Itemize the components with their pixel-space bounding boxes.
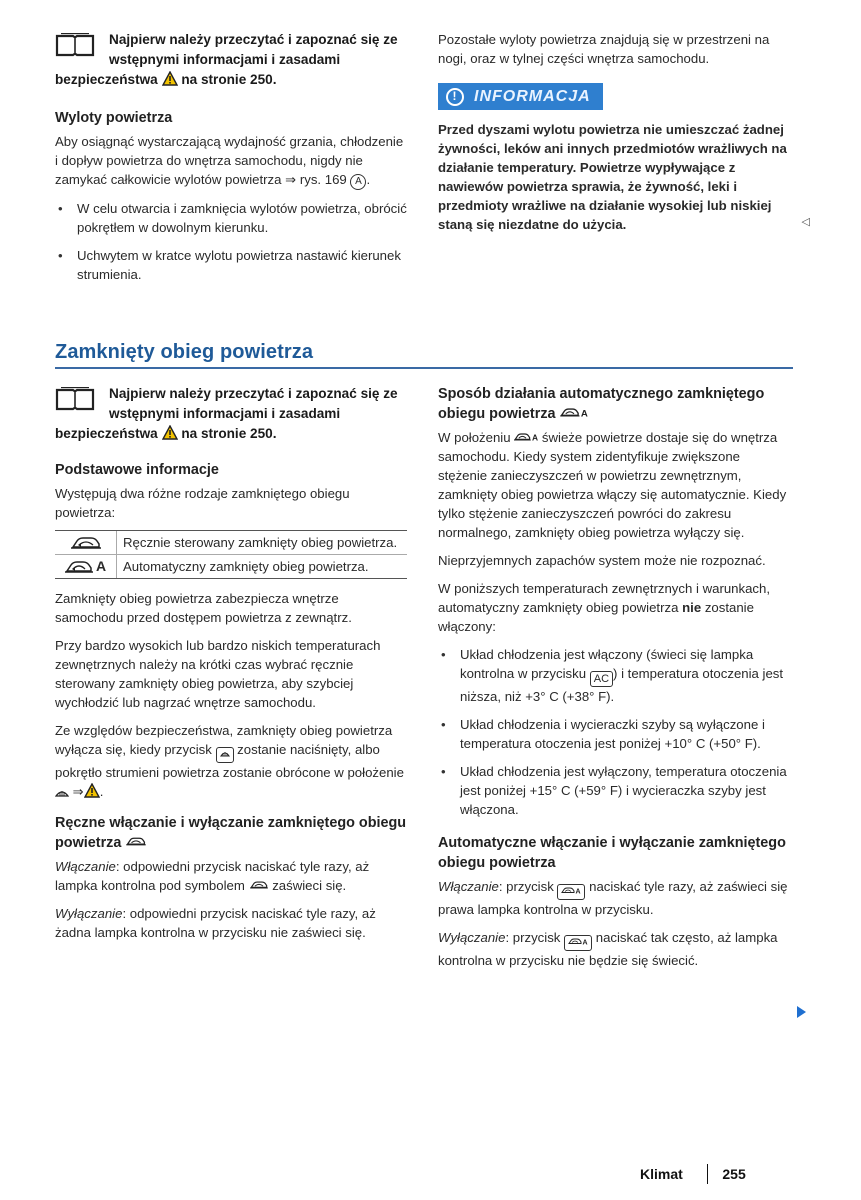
auto-off-text-a: : przycisk: [505, 930, 561, 945]
bullet-condition-1: [438, 645, 790, 706]
bottom-left-column: [55, 384, 407, 951]
intro-notice: [55, 30, 407, 90]
top-right-column: [438, 30, 810, 243]
bottom-right-column: [438, 384, 790, 979]
svg-text:A: A: [580, 408, 588, 418]
intro-page-ref: na stronie 250.: [181, 72, 277, 87]
figure-reference[interactable]: ⇒ rys. 169: [285, 172, 347, 187]
bullet-outlet-direction: • Uchwytem w kratce wylotu powietrza nastawić kierunek strumienia.: [55, 246, 407, 284]
figure-marker-a: A: [350, 174, 366, 190]
bullet-outlet-open-close: • W celu otwarcia i zamknięcia wylotów powietrza, obrócić pokrętłem w dowolnym kierunku.: [55, 199, 407, 237]
info-label: INFORMACJA: [474, 88, 591, 105]
recirculation-manual-icon: [69, 535, 103, 551]
defrost-button-icon: [216, 747, 234, 763]
auto-switch-off: [438, 928, 790, 970]
para3-arrow: ⇒: [72, 784, 84, 799]
recirc-auto-desc: Automatyczny zamknięty obieg powietrza.: [123, 559, 369, 574]
intro-page-ref: na stronie 250.: [181, 426, 277, 441]
warning-triangle-icon: [162, 71, 178, 86]
svg-text:A: A: [532, 432, 539, 442]
auto-on-text-b: naciskać tyle razy, aż zaświeci się prawa lampka kontrolna w przycisku.: [438, 879, 788, 917]
table-row: [55, 554, 407, 578]
manual-off-paragraph: [55, 904, 407, 942]
section-divider: [55, 367, 793, 369]
basic-info-para-3: Ze względów bezpieczeństwa, zamknięty obieg powietrza wyłącza się, kiedy przycisk zostanie naciśnięty, albo pokrętło strumieni powietrza zostanie obrócone w położenie ⇒ .: [55, 723, 404, 799]
recirculation-auto-icon: [514, 432, 538, 442]
continue-next-page-icon: [797, 1006, 806, 1018]
auto-on-label: Włączanie: [438, 879, 499, 894]
auto-switch-on: [438, 877, 790, 919]
page-footer: [640, 1164, 746, 1184]
heading-auto-recirc: [438, 384, 790, 424]
auto-off-text-b: naciskać tak często, aż lampka kontrolna w przycisku nie będzie się świecić.: [438, 930, 778, 968]
recirculation-auto-icon: [65, 559, 95, 575]
manual-heading-text: Ręczne włączanie i wyłączanie zamkniętego obiegu powietrza: [55, 815, 407, 851]
manual-on-label: Włączanie: [55, 859, 116, 874]
basic-info-para-2: Przy bardzo wysokich lub bardzo niskich temperaturach zewnętrznych należy na krótki czas wybrać ręcznie sterowany zamknięty obieg powietrza, aby szybciej wychłodzić lub nagrzać wnętrze samochodu.: [55, 638, 381, 710]
info-box: [438, 120, 810, 234]
manual-on-text-b: zaświeci się.: [272, 878, 347, 893]
manual-off-text: : odpowiedni przycisk naciskać tyle razy, aż żadna lampka kontrolna w przycisku nie zaświeci się.: [55, 906, 376, 940]
air-outlets-paragraph: Aby osiągnąć wystarczającą wydajność grzania, chłodzenie i dopływ powietrza do wnętrza samochodu, nigdy nie zamykać całkowicie wylotów powietrza ⇒ rys. 169 A .: [55, 132, 407, 190]
recirculation-symbol-table: [55, 530, 407, 579]
auto-para3-text-b: zostanie włączony:: [438, 600, 754, 634]
auto-para-1: [438, 428, 790, 542]
auto-para3-bold: nie: [682, 600, 702, 615]
bullet-condition-3: • Układ chłodzenia jest wyłączony, temperatura otoczenia jest poniżej +15° C (+59° F) i wycieraczka szyby jest włączona.: [438, 762, 790, 819]
windshield-defrost-icon: [55, 788, 69, 798]
warning-triangle-icon: [162, 425, 178, 440]
recirc-auto-button-icon: [557, 884, 585, 900]
auto-on-text-a: : przycisk: [498, 879, 554, 894]
svg-text:A: A: [575, 888, 582, 895]
auto-letter: A: [95, 558, 107, 574]
page-number: 255: [722, 1165, 746, 1182]
section-title: Zamknięty obieg powietrza: [55, 341, 314, 363]
intro-notice-2: [55, 384, 407, 444]
top-left-column: [55, 30, 407, 293]
info-circle-icon: !: [446, 88, 464, 106]
air-outlets-text: Aby osiągnąć wystarczającą wydajność grzania, chłodzenie i dopływ powietrza do wnętrza samochodu, nigdy nie zamykać całkowicie wylotów powietrza: [55, 134, 404, 187]
info-badge: [438, 83, 603, 110]
recirc-auto-button-icon: [564, 935, 592, 951]
bullet1-text-a: Układ chłodzenia jest włączony (świeci się lampka kontrolna w przycisku: [460, 647, 754, 681]
heading-air-outlets: Wyloty powietrza: [55, 110, 173, 126]
footer-chapter: Klimat: [640, 1165, 683, 1182]
basic-info-para-1: Zamknięty obieg powietrza zabezpiecza wnętrze samochodu przed dostępem powietrza z zewnątrz.: [55, 591, 352, 625]
recirculation-auto-icon: [560, 407, 588, 418]
book-icon: [55, 387, 95, 411]
auto-para-2: Nieprzyjemnych zapachów system może nie rozpoznać.: [438, 553, 766, 568]
para3-text-b: zostanie naciśnięty, albo pokrętło strumieni powietrza zostanie obrócone w położenie: [55, 742, 404, 780]
footer-separator: [707, 1164, 709, 1184]
auto-para-3: [438, 579, 790, 636]
other-outlets-paragraph: Pozostałe wyloty powietrza znajdują się w przestrzeni na nogi, oraz w tylnej części wnętrza samochodu.: [438, 32, 770, 66]
recirc-manual-desc: Ręcznie sterowany zamknięty obieg powietrza.: [123, 535, 398, 550]
ac-button-icon: AC: [590, 671, 613, 687]
basic-info-intro: Występują dwa różne rodzaje zamkniętego obiegu powietrza:: [55, 486, 350, 520]
heading-auto-switch: Automatyczne włączanie i wyłączanie zamkniętego obiegu powietrza: [438, 835, 786, 871]
end-of-section-icon: ◁: [801, 216, 810, 228]
warning-triangle-icon: [84, 783, 100, 798]
heading-basic-info: Podstawowe informacje: [55, 462, 219, 478]
recirculation-manual-icon: [249, 880, 269, 890]
intro-text: Najpierw należy przeczytać i zapoznać się ze wstępnymi informacjami i zasadami bezpieczeństwa: [55, 32, 398, 87]
auto-off-label: Wyłączanie: [438, 930, 506, 945]
heading-manual-recirc: [55, 813, 407, 853]
book-icon: [55, 33, 95, 57]
svg-text:A: A: [582, 939, 588, 946]
manual-on-paragraph: [55, 857, 407, 895]
bullet-condition-2: • Układ chłodzenia i wycieraczki szyby są wyłączone i temperatura otoczenia jest poniżej +10° C (+50° F).: [438, 715, 790, 753]
para3-text-a: Ze względów bezpieczeństwa, zamknięty obieg powietrza wyłącza się, kiedy przycisk: [55, 723, 393, 757]
auto-para1-text-b: świeże powietrze dostaje się do wnętrza samochodu. Kiedy system zidentyfikuje zwiększone stężenie zanieczyszczeń w powietrzu zewnętrznym, zamknięty obieg powietrza włączy się automatycznie. Kiedy tylko stężenie zanieczyszczeń powróci do zakresu normalnego, zamknięty obieg powietrza wyłączy się.: [438, 430, 787, 540]
auto-heading-text: Sposób działania automatycznego zamkniętego obiegu powietrza: [438, 386, 765, 422]
recirc-auto-symbol-cell: [55, 555, 117, 578]
manual-off-label: Wyłączanie: [55, 906, 123, 921]
manual-on-text-a: : odpowiedni przycisk naciskać tyle razy, aż lampka kontrolna pod symbolem: [55, 859, 370, 893]
recirc-manual-symbol-cell: [55, 531, 117, 554]
info-text: Przed dyszami wylotu powietrza nie umieszczać żadnej żywności, leków ani innych przedmiotów wrażliwych na działanie temperatury. Powietrze wypływające z nawiewów powietrza sprawia, że żywność, leki i przedmioty wrażliwe na działanie wysokiej lub niskiej staną się niezdatne do użycia.: [438, 122, 787, 232]
bullet1-text-b: ) i temperatura otoczenia jest niższa, niż +3° C (+38° F).: [460, 666, 784, 704]
recirculation-manual-icon: [125, 836, 147, 847]
table-row: [55, 531, 407, 554]
intro-text: Najpierw należy przeczytać i zapoznać się ze wstępnymi informacjami i zasadami bezpieczeństwa: [55, 386, 398, 441]
auto-para1-text-a: W położeniu: [438, 430, 511, 445]
auto-para3-text-a: W poniższych temperaturach zewnętrznych i warunkach, automatyczny zamknięty obieg powietrza: [438, 581, 771, 615]
